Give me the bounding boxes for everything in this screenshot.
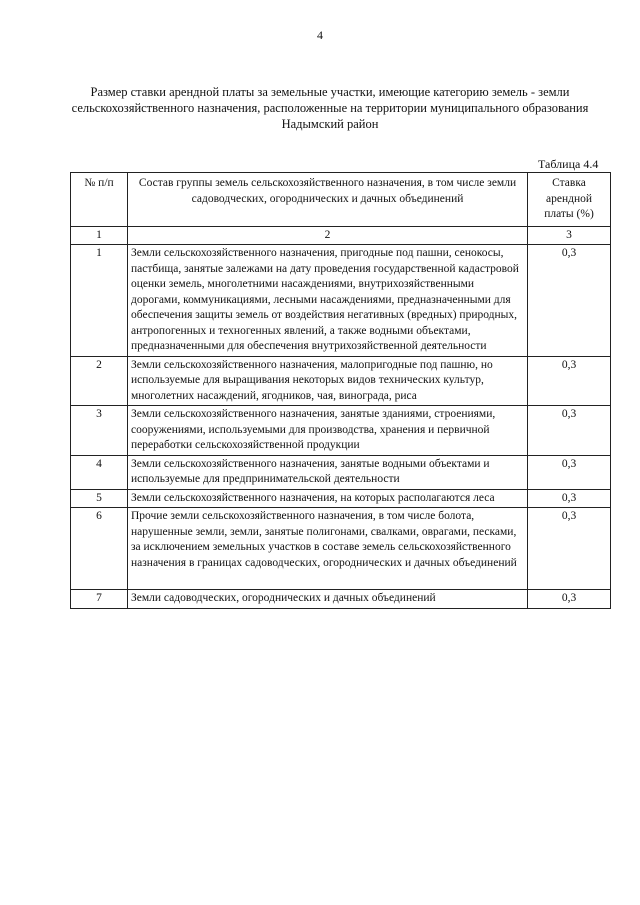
row-desc: Прочие земли сельскохозяйственного назначения, в том числе болота, нарушенные земли, земли, занятые полигонами, свалками, оврагами, песками, за исключением земельных участков в составе земель сельскохозяйственного назначения в границах садоводческих, огороднических и дачных объединений — [128, 508, 528, 590]
column-index-row — [71, 226, 611, 245]
row-desc: Земли сельскохозяйственного назначения, пригодные под пашни, сенокосы, пастбища, занятые залежами на дату проведения государственной кадастровой оценки земель, многолетними насаждениями, внутрихозяйственными дорогами, коммуникациями, лесными насаждениями, предназначенными для обеспечения защиты земель от воздействия негативных (вредных) природных, антропогенных и техногенных явлений, а также водными объектами, предназначенными для обеспечения внутрихозяйственной деятельности — [128, 245, 528, 357]
row-num: 6 — [71, 508, 128, 590]
row-desc: Земли сельскохозяйственного назначения, малопригодные под пашню, но используемые для выращивания некоторых видов технических культур, многолетних насаждений, ягодников, чая, винограда, риса — [128, 356, 528, 406]
column-index-cell: 3 — [528, 226, 611, 245]
row-rate: 0,3 — [528, 590, 611, 609]
table-row — [71, 356, 611, 406]
row-rate: 0,3 — [528, 245, 611, 357]
row-rate: 0,3 — [528, 455, 611, 489]
table-label: Таблица 4.4 — [538, 157, 599, 171]
table-row — [71, 590, 611, 609]
row-rate: 0,3 — [528, 356, 611, 406]
table-row — [71, 508, 611, 590]
column-index-cell: 2 — [128, 226, 528, 245]
header-num: № п/п — [71, 173, 128, 227]
table-row — [71, 455, 611, 489]
rent-rate-table — [70, 172, 611, 609]
row-desc: Земли садоводческих, огороднических и дачных объединений — [128, 590, 528, 609]
table-header-row — [71, 173, 611, 227]
row-num: 5 — [71, 489, 128, 508]
header-rate: Ставка арендной платы (%) — [528, 173, 611, 227]
header-desc: Состав группы земель сельскохозяйственного назначения, в том числе земли садоводческих, огороднических и дачных объединений — [128, 173, 528, 227]
document-title: Размер ставки арендной платы за земельные участки, имеющие категорию земель - земли сельскохозяйственного назначения, расположенные на территории муниципального образования Надымский район — [71, 85, 589, 131]
row-rate: 0,3 — [528, 508, 611, 590]
row-num: 2 — [71, 356, 128, 406]
row-num: 1 — [71, 245, 128, 357]
table-row — [71, 406, 611, 456]
row-desc: Земли сельскохозяйственного назначения, занятые водными объектами и используемые для предпринимательской деятельности — [128, 455, 528, 489]
table-row — [71, 245, 611, 357]
page-number: 4 — [317, 28, 323, 42]
column-index-cell: 1 — [71, 226, 128, 245]
row-num: 4 — [71, 455, 128, 489]
table-row — [71, 489, 611, 508]
row-num: 7 — [71, 590, 128, 609]
row-num: 3 — [71, 406, 128, 456]
row-desc: Земли сельскохозяйственного назначения, на которых располагаются леса — [128, 489, 528, 508]
row-desc: Земли сельскохозяйственного назначения, занятые зданиями, строениями, сооружениями, используемыми для производства, хранения и первичной переработки сельскохозяйственной продукции — [128, 406, 528, 456]
row-rate: 0,3 — [528, 489, 611, 508]
row-rate: 0,3 — [528, 406, 611, 456]
